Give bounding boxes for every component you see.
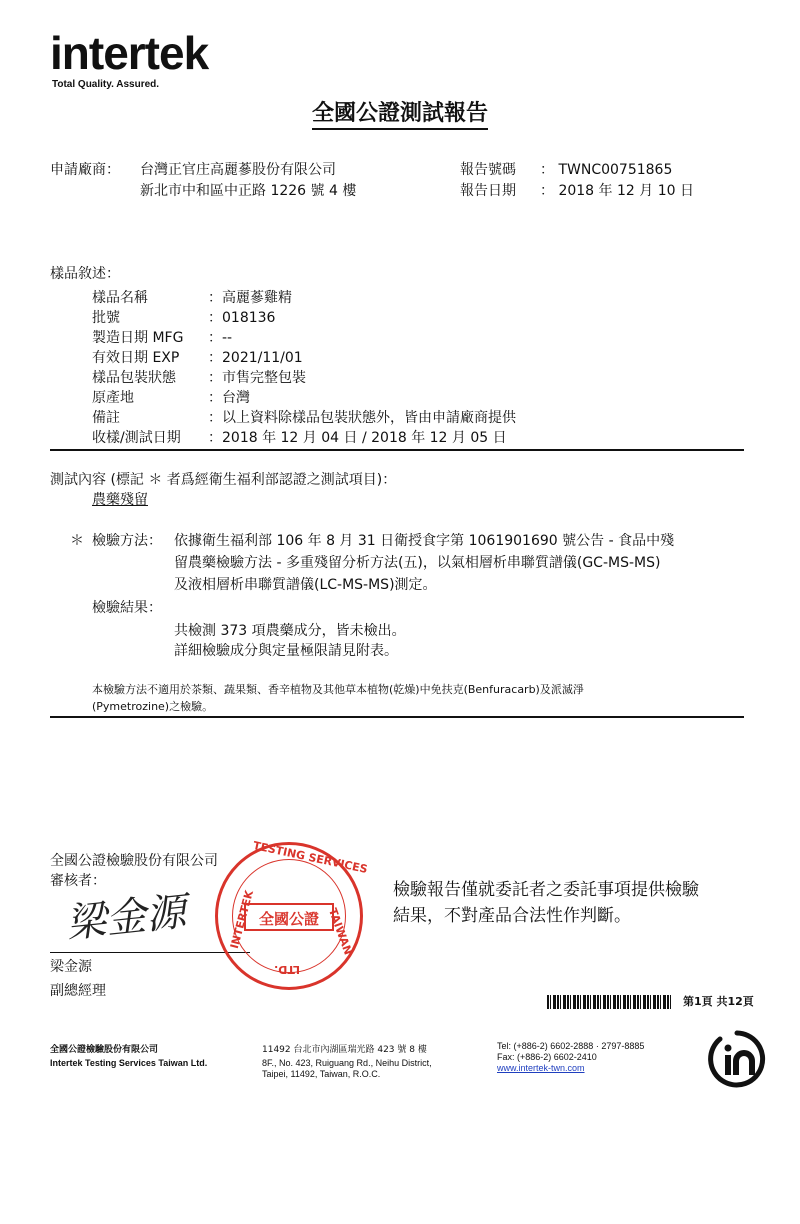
- sample-row-label: 樣品包裝狀態: [92, 370, 176, 386]
- method-note-line: 本檢驗方法不適用於茶類、蔬果類、香辛植物及其他草本植物(乾燥)中免扶克(Benfuracarb)及派滅淨: [92, 683, 584, 696]
- section-divider: [50, 449, 744, 451]
- footer-company-zh: 全國公證檢驗股份有限公司: [50, 1045, 159, 1055]
- report-date: ： 2018 年 12 月 10 日: [540, 183, 694, 199]
- accredited-asterisk: ＊: [70, 533, 84, 549]
- report-date-label: 報告日期: [460, 183, 516, 199]
- stamp-center-text: 全國公證: [244, 903, 334, 931]
- footer-company-en: Intertek Testing Services Taiwan Ltd.: [50, 1058, 208, 1068]
- sample-row-value: ：2018 年 12 月 04 日 / 2018 年 12 月 05 日: [208, 430, 507, 446]
- intertek-logo: intertek: [50, 27, 209, 79]
- footer-fax: Fax: (+886-2) 6602-2410: [497, 1052, 597, 1062]
- method-note-line: (Pymetrozine)之檢驗。: [92, 700, 214, 713]
- stamp-left-text: INTERTEK: [227, 888, 256, 951]
- sample-row-label: 備註: [92, 410, 120, 426]
- sample-row-label: 樣品名稱: [92, 290, 148, 306]
- stamp-bottom-text: LTD.: [274, 963, 301, 976]
- stamp-right-text: TAIWAN: [325, 906, 355, 957]
- result-line: 詳細檢驗成分與定量極限請見附表。: [174, 643, 398, 659]
- sample-row-value: ：市售完整包裝: [208, 370, 306, 386]
- footer-address-zh: 11492 台北市內湖區瑞光路 423 號 8 樓: [262, 1045, 427, 1055]
- sample-row-value: ：018136: [208, 310, 276, 326]
- page-info: 第1頁 共12頁: [683, 995, 754, 1008]
- sample-heading: 樣品敘述：: [50, 266, 120, 282]
- footer-website-link[interactable]: www.intertek-twn.com: [497, 1063, 585, 1073]
- applicant-name: 台灣正官庄高麗蔘股份有限公司: [140, 162, 336, 178]
- sample-row-value: ：--: [208, 330, 233, 346]
- sample-row-label: 原產地: [92, 390, 134, 406]
- sample-row-value: ：2021/11/01: [208, 350, 303, 366]
- method-line: 及液相層析串聯質譜儀(LC-MS-MS)測定。: [174, 577, 437, 593]
- disclaimer-line: 檢驗報告僅就委託者之委託事項提供檢驗: [393, 880, 699, 900]
- sample-row-label: 有效日期 EXP: [92, 350, 180, 366]
- intertek-badge-icon: [706, 1028, 768, 1090]
- test-category: 農藥殘留: [92, 492, 148, 508]
- applicant-address: 新北市中和區中正路 1226 號 4 樓: [140, 183, 357, 199]
- footer-address-en: 8F., No. 423, Ruiguang Rd., Neihu District,: [262, 1058, 432, 1068]
- result-line: 共檢測 373 項農藥成分，皆未檢出。: [174, 623, 406, 639]
- footer-address-en: Taipei, 11492, Taiwan, R.O.C.: [262, 1069, 381, 1079]
- handwritten-signature: 梁金源: [63, 888, 189, 948]
- sample-row-label: 批號: [92, 310, 120, 326]
- signatory-position: 副總經理: [50, 983, 106, 999]
- report-title: 全國公證測試報告: [0, 96, 800, 127]
- method-label: 檢驗方法：: [92, 533, 162, 549]
- sample-row-value: ：台灣: [208, 390, 250, 406]
- signature-line: [50, 952, 250, 953]
- test-content-heading: 測試內容 (標記 ＊ 者爲經衛生福利部認證之測試項目)：: [50, 472, 397, 488]
- reviewer-label: 審核者：: [50, 873, 106, 889]
- signatory-company: 全國公證檢驗股份有限公司: [50, 853, 218, 869]
- applicant-label: 申請廠商：: [50, 162, 120, 178]
- footer-tel: Tel: (+886-2) 6602-2888 · 2797-8885: [497, 1041, 645, 1051]
- sample-row-label: 製造日期 MFG: [92, 330, 184, 346]
- stamp-top-text: TESTING SERVICES: [251, 839, 369, 876]
- signatory-name: 梁金源: [50, 959, 92, 975]
- report-number: ： TWNC00751865: [540, 162, 673, 178]
- sample-row-label: 收樣/測試日期: [92, 430, 181, 446]
- sample-row-value: ：高麗蔘雞精: [208, 290, 292, 306]
- sample-row-value: ：以上資料除樣品包裝狀態外，皆由申請廠商提供: [208, 410, 516, 426]
- method-line: 留農藥檢驗方法 - 多重殘留分析方法(五)，以氣相層析串聯質譜儀(GC-MS-MS): [174, 555, 661, 571]
- logo-tagline: Total Quality. Assured.: [52, 79, 160, 90]
- company-seal-stamp: [215, 839, 369, 990]
- report-barcode: [547, 995, 671, 1009]
- method-line: 依據衛生福利部 106 年 8 月 31 日衛授食字第 1061901690 號公告 - 食品中殘: [174, 533, 675, 549]
- result-label: 檢驗結果：: [92, 600, 162, 616]
- disclaimer-line: 結果，不對產品合法性作判斷。: [393, 906, 631, 926]
- report-number-label: 報告號碼: [460, 162, 516, 178]
- section-divider: [50, 716, 744, 718]
